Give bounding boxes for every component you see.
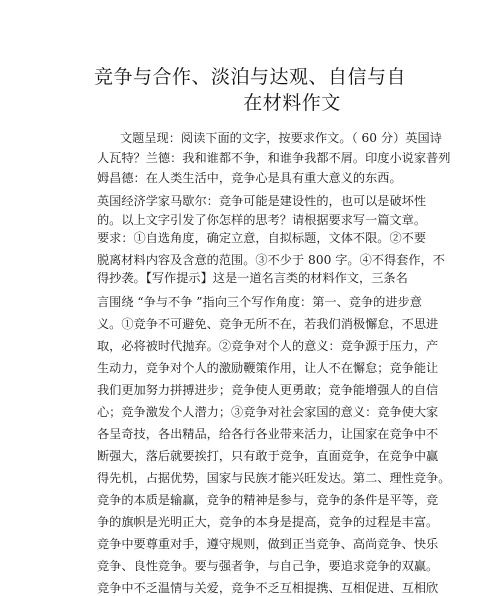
- body-line: 断强大，落后就要挨打，只有敢于竞争，直面竞争，在竞争中赢: [97, 449, 439, 463]
- body-line: 人瓦特？兰德：我和谁都不争，和谁争我都不屑。印度小说家普列: [97, 151, 451, 165]
- body-line: 我们更加努力拼搏进步；竞争使人更勇敢；竞争能增强人的自信: [97, 383, 439, 397]
- body-line: 争的旗帜是光明正大，竞争的本身是提高，竞争的过程是丰富。: [97, 515, 439, 529]
- body-line: 言围绕 “争与不争 ”指向三个写作角度：第一、竞争的进步意: [97, 295, 422, 309]
- body-line: 竞争中不乏温情与关爱，竞争不乏互相提携、互相促进、互相欣: [97, 581, 439, 595]
- title-line-1: 竞争与合作、淡泊与达观、自信与自: [93, 66, 406, 88]
- body-line: 竞争的本质是输赢，竞争的精神是参与，竞争的条件是平等，竞: [97, 493, 439, 507]
- body-line: 竞争中要尊重对手，遵守规则，做到正当竞争、高尚竞争、快乐: [97, 537, 439, 551]
- body-line: 各呈奇技，各出精品，给各行各业带来活力，让国家在竞争中不: [97, 427, 439, 441]
- body-line: 文题呈现：阅读下面的文字，按要求作文。（ 60 分）英国诗: [120, 131, 442, 145]
- body-line: 义。①竞争不可避免、竞争无所不在，若我们消极懈怠，不思进: [97, 317, 439, 331]
- body-line: 生动力，竞争对个人的激励鞭策作用，让人不在懈怠；竞争能让: [97, 361, 439, 375]
- title-line-2: 在材料作文: [243, 92, 341, 114]
- body-line: 脱离材料内容及含意的范围。③不少于 800 字。④不得套作，不: [97, 253, 445, 267]
- body-line: 得抄袭。【写作提示】这是一道名言类的材料作文，三条名: [97, 271, 408, 285]
- body-line: 要求：①自选角度，确定立意，自拟标题，文体不限。②不要: [97, 231, 427, 245]
- body-line: 心；竞争激发个人潜力；③竞争对社会家国的意义：竞争使大家: [97, 405, 439, 419]
- body-line: 竞争、良性竞争。要与强者争，与自己争，要追求竞争的双赢。: [97, 559, 439, 573]
- body-line: 姆昌德：在人类生活中，竞争心是具有重大意义的东西。: [97, 171, 402, 185]
- body-line: 英国经济学家马歇尔：竞争可能是建设性的，也可以是破坏性: [97, 194, 427, 208]
- body-line: 得先机，占据优势，国家与民族才能兴旺发达。第二、理性竞争。: [97, 471, 451, 485]
- body-line: 取，必将被时代抛弃。②竞争对个人的意义：竞争源于压力，产: [97, 339, 439, 353]
- body-line: 的。以上文字引发了你怎样的思考？请根据要求写一篇文章。: [97, 213, 427, 227]
